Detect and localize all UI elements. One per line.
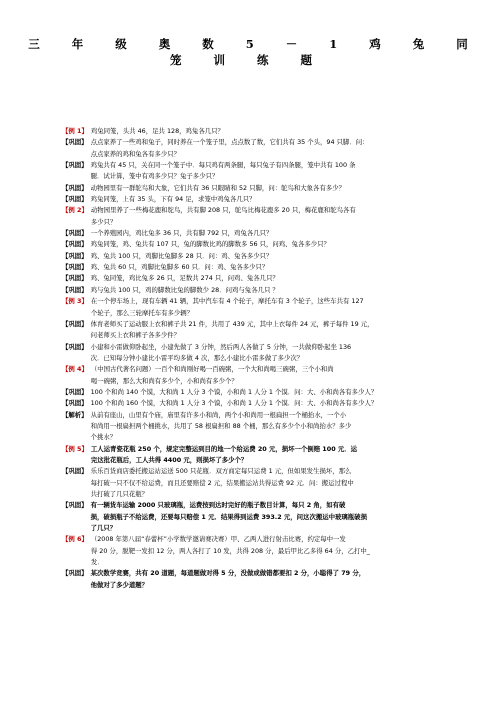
problem-text [91, 319, 436, 342]
problem-line: 发． [90, 558, 104, 567]
practice-problem [62, 183, 436, 194]
problem-text [91, 273, 436, 284]
problem-text [91, 466, 436, 500]
practice-problem [62, 568, 436, 591]
problem-tag: 【巩固】 [62, 183, 88, 192]
problem-line: 100 个和尚 160 个馍，大和尚 1 人分 3 个馍，小和尚 1 人分 1 个馍．问：大、小和尚各有多少人？ [90, 399, 378, 408]
practice-problem [62, 194, 436, 205]
problem-text [91, 410, 436, 444]
problem-text [91, 160, 436, 183]
problem-text [91, 387, 436, 398]
problem-text [91, 262, 436, 273]
problem-tag: 【巩固】 [62, 274, 88, 283]
example-problem [62, 205, 436, 228]
practice-problem [62, 273, 436, 284]
problem-line: 鸡兔共有 45 只，关在同一个笼子中．每只鸡有两条腿，每只兔子有四条腿，笼中共有 100 条 [90, 161, 356, 170]
problem-tag: 【巩固】 [62, 229, 88, 238]
example-problem [62, 444, 436, 467]
practice-problem [62, 342, 436, 365]
problem-text [91, 342, 436, 365]
problem-line: 鸡、兔共 100 只，鸡脚比兔脚多 28 只．问：鸡、兔各多少只？ [90, 251, 273, 260]
problem-tag: 【巩固】 [62, 342, 88, 351]
problem-tag: 【巩固】 [62, 263, 88, 272]
problem-line: 鸡兔同笼，上有 35 头，下有 94 足，求笼中鸡兔各几只？ [90, 195, 256, 204]
problem-text [91, 137, 436, 160]
problem-tag: 【巩固】 [62, 161, 88, 170]
practice-problem [62, 239, 436, 250]
problem-text [91, 205, 436, 228]
problem-line: 鸡兔同笼，头共 46，足共 128，鸡兔各几只？ [90, 127, 224, 135]
problem-text [91, 239, 436, 250]
problem-line: 了几只？ [90, 524, 117, 533]
problem-line: 从前有座山，山里有个庙，庙里有许多小和尚，两个小和尚用一根扁担一个桶抬水，一个小 [90, 410, 347, 419]
problem-text [91, 444, 436, 467]
problem-line: 某次数学竞赛，共有 20 道题，每道题做对得 5 分，没做或做错都要扣 2 分，小聪得了 79 分， [90, 569, 366, 578]
problem-tag: 【巩固】 [62, 251, 88, 260]
problem-line: 100 个和尚 140 个馍，大和尚 1 人分 3 个馍，小和尚 1 人分 1 个馍．问：大、小和尚各有多少人？ [90, 387, 378, 396]
problem-tag: 【巩固】 [62, 569, 88, 578]
practice-problem [62, 285, 436, 296]
problem-text [91, 228, 436, 239]
example-problem [62, 126, 436, 137]
problem-list [62, 126, 436, 591]
problem-line: 有一辆货车运输 2000 只玻璃瓶，运费按到达时完好的瓶子数目计算，每只 2 角，如有破 [90, 501, 346, 510]
problem-line: （2008 年第八届“春蕾杯”小学数学邀请赛决赛）甲、乙两人进行射击比赛，约定每中一发 [90, 535, 346, 544]
problem-tag: 【巩固】 [62, 195, 88, 204]
problem-tag: 【解析】 [62, 410, 88, 419]
problem-tag: 【巩固】 [62, 319, 88, 328]
page-title: 三 年 级 奥 数 5 － 1 鸡 兔 同 笼 训 练 题 [28, 37, 482, 67]
problem-line: 鸡与兔共 100 只，鸡的脚数比兔的脚数少 28．问鸡与兔各几只 ？ [90, 285, 279, 294]
problem-tag: 【例 3】 [62, 297, 88, 306]
problem-tag: 【例 6】 [62, 535, 88, 544]
problem-text [91, 500, 436, 534]
problem-text [91, 126, 436, 137]
problem-text [91, 194, 436, 205]
practice-problem [62, 251, 436, 262]
problem-tag: 【巩固】 [62, 501, 88, 510]
problem-line: 鸡兔同笼，鸡、兔共有 107 只，兔的脚数比鸡的脚数多 56 只，问鸡、兔各多少只？ [90, 240, 330, 249]
problem-line: 个轮子，那么三轮摩托车有多少辆？ [90, 308, 194, 317]
problem-text [91, 183, 436, 194]
problem-line: 鸡、兔同笼，鸡比兔多 26 只，足数共 274 只，问鸡、兔各几只？ [90, 274, 279, 283]
problem-line: 动物园里有一群鸵鸟和大象，它们共有 36 只眼睛和 52 只脚，问：鸵鸟和大象各有多少？ [90, 183, 346, 192]
problem-line: 在一个停车场上，现有车辆 41 辆，其中汽车有 4 个轮子，摩托车有 3 个轮子，这些车共有 127 [90, 297, 364, 306]
problem-line: 鸡、兔共 60 只，鸡脚比兔脚多 60 只．问：鸡、兔各多少只？ [90, 263, 269, 272]
practice-problem [62, 319, 436, 342]
problem-line: 一个养殖园内，鸡比兔多 36 只，共有脚 792 只，鸡兔各几只？ [90, 229, 273, 238]
practice-problem [62, 160, 436, 183]
problem-line: 和尚用一根扁担两个桶挑水，共用了 58 根扁担和 88 个桶，那么有多少个小和尚抬水？多少 [90, 421, 352, 430]
problem-tag: 【例 5】 [62, 444, 88, 453]
example-problem [62, 364, 436, 387]
problem-text [91, 296, 436, 319]
problem-line: 共打破了几只花瓶？ [90, 490, 149, 498]
practice-problem [62, 137, 436, 160]
practice-problem [62, 500, 436, 534]
problem-line: 体育老师买了运动服上衣和裤子共 21 件，共用了 439 元，其中上衣每件 24 元，裤子每件 19 元， [90, 319, 374, 328]
example-problem [62, 296, 436, 319]
problem-line: 腿．试计算，笼中有鸡多少只？兔子多少只？ [90, 172, 219, 181]
problem-tag: 【例 2】 [62, 206, 88, 215]
problem-line: 他做对了多少道题？ [90, 580, 149, 589]
problem-tag: 【巩固】 [62, 285, 88, 294]
problem-line: （中国古代著名问题）一百个和尚刚好喝一百碗粥，一个大和尚喝三碗粥，三个小和尚 [90, 365, 334, 374]
problem-tag: 【例 1】 [62, 127, 88, 135]
problem-line: 工人运青瓷花瓶 250 个，规定完整运到目的地一个给运费 20 元，损坏一个倒赔 100 元．运 [90, 444, 358, 453]
problem-tag: 【例 4】 [62, 365, 88, 374]
practice-problem [62, 410, 436, 444]
problem-line: 点点家养了一些鸡和兔子，同时养在一个笼子里，点点数了数，它们共有 35 个头，94 只脚．问： [90, 138, 369, 147]
practice-problem [62, 262, 436, 273]
practice-problem [62, 398, 436, 409]
problem-tag: 【巩固】 [62, 399, 88, 408]
problem-text [91, 251, 436, 262]
problem-text [91, 398, 436, 409]
problem-line: 次．已知每分钟小建比小雷平均多做 4 次，那么小建比小雷多做了多少次？ [90, 353, 304, 362]
problem-tag: 【巩固】 [62, 138, 88, 147]
problem-tag: 【巩固】 [62, 240, 88, 249]
problem-text [91, 285, 436, 296]
problem-line: 多少只？ [90, 217, 117, 226]
problem-tag: 【巩固】 [62, 387, 88, 396]
problem-line: 点点家养的鸡和兔各有多少只？ [90, 149, 181, 158]
problem-tag: 【巩固】 [62, 467, 88, 476]
problem-text [91, 364, 436, 387]
problem-line: 完这批花瓶后，工人共得 4400 元，则损坏了多少个？ [90, 455, 248, 464]
problem-line: 小建和小雷做仰卧起坐，小建先做了 3 分钟，然后两人各做了 5 分钟，一共做仰卧起坐 136 [90, 342, 352, 351]
example-problem [62, 534, 436, 568]
practice-problem [62, 387, 436, 398]
practice-problem [62, 228, 436, 239]
problem-line: 个挑水？ [90, 433, 117, 442]
problem-line: 乐乐百货商店委托搬运站运送 500 只花瓶．双方商定每只运费 1 元，但如果发生损坏，那么 [90, 467, 352, 476]
problem-line: 每打破一只不仅不给运费，而且还要赔偿 2 元，结果搬运站共得运费 92 元．问：搬运过程中 [90, 478, 354, 487]
problem-line: 损，破损瓶子不给运费，还要每只赔偿 1 元．结果得到运费 393.2 元，问这次搬运中玻璃瓶破损 [90, 512, 367, 521]
practice-problem [62, 466, 436, 500]
problem-line: 问老师买上衣和裤子各多少件？ [90, 331, 181, 340]
problem-text [91, 568, 436, 591]
problem-line: 得 20 分，脱靶一发扣 12 分，两人各打了 10 发，共得 208 分，最后甲比乙多得 64 分，乙打中_ [90, 546, 370, 555]
problem-line: 喝一碗粥，那么大和尚有多少个，小和尚有多少个？ [90, 376, 238, 385]
problem-text [91, 534, 436, 568]
problem-line: 动物园里养了一些梅花鹿和鸵鸟，共有脚 208 只，鸵鸟比梅花鹿多 20 只，梅花鹿和鸵鸟各有 [90, 206, 356, 215]
